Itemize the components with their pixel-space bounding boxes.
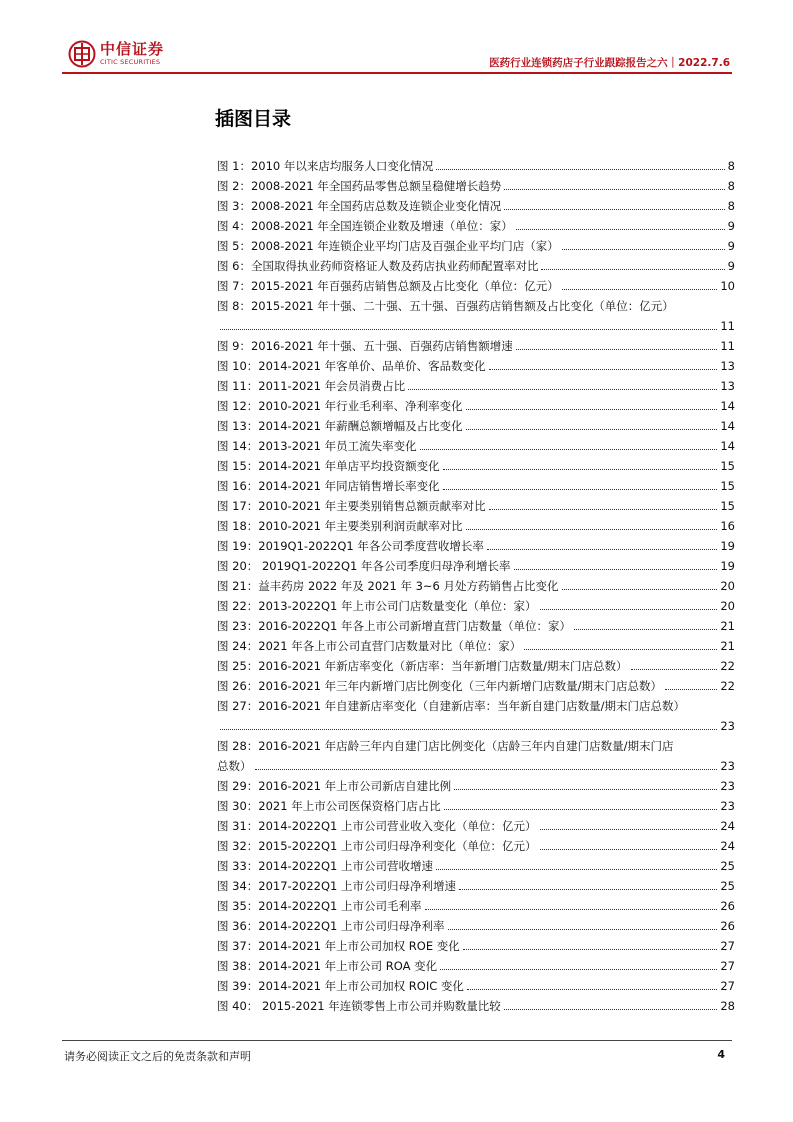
toc-leader-dots: [540, 609, 718, 610]
toc-entry-label: 图 8：2015-2021 年十强、二十强、五十强、百强药店销售额及占比变化（单位：亿元）: [217, 299, 674, 313]
toc-entry-label: 图 15：2014-2021 年单店平均投资额变化: [217, 459, 440, 473]
toc-entry-page: 11: [720, 339, 735, 353]
toc-entry-page: 11: [720, 319, 735, 333]
toc-entry-page: 26: [720, 919, 735, 933]
toc-leader-dots: [562, 289, 718, 290]
toc-leader-dots: [443, 469, 718, 470]
toc-entry-label: 图 4：2008-2021 年全国连锁企业数及增速（单位：家）: [217, 219, 513, 233]
toc-entry-page: 24: [720, 819, 735, 833]
toc-leader-dots: [489, 369, 718, 370]
toc-entry-page: 13: [720, 359, 735, 373]
toc-entry-label: 图 32：2015-2022Q1 上市公司归母净利变化（单位：亿元）: [217, 839, 537, 853]
toc-entry[interactable]: [217, 416, 735, 436]
toc-entry[interactable]: [217, 476, 735, 496]
toc-entry-page: 23: [720, 799, 735, 813]
toc-entry-page: 14: [720, 419, 735, 433]
toc-leader-dots: [443, 489, 718, 490]
toc-entry-page: 25: [720, 859, 735, 873]
toc-entry[interactable]: [217, 896, 735, 916]
toc-entry-label: 图 26：2016-2021 年三年内新增门店比例变化（三年内新增门店数量/期末门店总数）: [217, 679, 662, 693]
toc-entry-label: 图 7：2015-2021 年百强药店销售总额及占比变化（单位：亿元）: [217, 279, 559, 293]
toc-entry[interactable]: [217, 616, 735, 636]
toc-entry-label: 图 18：2010-2021 年主要类别利润贡献率对比: [217, 519, 463, 533]
toc-entry[interactable]: [217, 376, 735, 396]
toc-entry-label: 图 14：2013-2021 年员工流失率变化: [217, 439, 417, 453]
toc-entry[interactable]: [217, 636, 735, 656]
toc-entry[interactable]: [217, 276, 735, 296]
toc-entry-label: 图 17：2010-2021 年主要类别销售总额贡献率对比: [217, 499, 486, 513]
toc-leader-dots: [514, 569, 718, 570]
toc-entry[interactable]: [217, 656, 735, 676]
toc-leader-dots: [489, 509, 718, 510]
toc-entry-page: 20: [720, 579, 735, 593]
page-title: 插图目录: [215, 108, 292, 130]
toc-entry-label: 图 39：2014-2021 年上市公司加权 ROIC 变化: [217, 979, 464, 993]
toc-entry[interactable]: [217, 396, 735, 416]
toc-entry-label: 图 1：2010 年以来店均服务人口变化情况: [217, 159, 434, 173]
toc-entry-label: 图 30：2021 年上市公司医保资格门店占比: [217, 799, 441, 813]
toc-entry-page: 20: [720, 599, 735, 613]
toc-entry[interactable]: [217, 216, 735, 236]
toc-entry[interactable]: [217, 996, 735, 1016]
toc-entry[interactable]: [217, 496, 735, 516]
toc-entry[interactable]: [217, 936, 735, 956]
toc-entry-page: 27: [720, 959, 735, 973]
logo-en-text: CITIC SECURITIES: [100, 58, 161, 67]
toc-entry-page: 8: [727, 179, 735, 193]
toc-leader-dots: [665, 689, 717, 690]
toc-entry-label: 图 10：2014-2021 年客单价、品单价、客品数变化: [217, 359, 486, 373]
toc-entry-label: 图 40： 2015-2021 年连锁零售上市公司并购数量比较: [217, 999, 501, 1013]
toc-entry-page: 21: [720, 639, 735, 653]
toc-entry-label: 图 2：2008-2021 年全国药品零售总额呈稳健增长趋势: [217, 179, 502, 193]
toc-entry[interactable]: [217, 356, 735, 376]
toc-leader-dots: [540, 849, 718, 850]
toc-leader-dots: [463, 949, 718, 950]
toc-leader-dots: [562, 249, 725, 250]
toc-entry[interactable]: [217, 336, 735, 356]
toc-entry-label: 图 11：2011-2021 年会员消费占比: [217, 379, 406, 393]
toc-entry-page: 8: [727, 159, 735, 173]
toc-leader-dots: [436, 169, 724, 170]
toc-leader-dots: [562, 589, 718, 590]
toc-leader-dots: [220, 729, 717, 730]
toc-entry-page: 21: [720, 619, 735, 633]
toc-entry-page: 26: [720, 899, 735, 913]
toc-leader-dots: [541, 269, 724, 270]
toc-entry-page: 19: [720, 559, 735, 573]
toc-leader-dots: [504, 209, 724, 210]
toc-entry[interactable]: [217, 856, 735, 876]
toc-entry[interactable]: [217, 156, 735, 176]
toc-entry[interactable]: [217, 976, 735, 996]
toc-leader-dots: [487, 549, 717, 550]
toc-entry[interactable]: [217, 196, 735, 216]
toc-leader-dots: [540, 829, 718, 830]
toc-entry-label: 图 33：2014-2022Q1 上市公司营收增速: [217, 859, 433, 873]
toc-entry[interactable]: [217, 236, 735, 256]
toc-leader-dots: [504, 189, 724, 190]
toc-entry-page: 15: [720, 499, 735, 513]
toc-entry-page: 9: [727, 239, 735, 253]
toc-entry-label: 图 28：2016-2021 年店龄三年内自建门店比例变化（店龄三年内自建门店数量/期末门店: [217, 739, 674, 753]
toc-entry[interactable]: [217, 696, 735, 736]
toc-entry-label: 图 6：全国取得执业药师资格证人数及药店执业药师配置率对比: [217, 259, 539, 273]
toc-entry[interactable]: [217, 816, 735, 836]
toc-leader-dots: [466, 409, 718, 410]
toc-entry-label: 图 27：2016-2021 年自建新店率变化（自建新店率：当年新自建门店数量/期末门店总数）: [217, 699, 685, 713]
logo-cn-text: 中信证券: [100, 40, 165, 59]
toc-entry-page: 14: [720, 439, 735, 453]
toc-leader-dots: [516, 229, 725, 230]
toc-leader-dots: [467, 989, 717, 990]
toc-entry-page: 13: [720, 379, 735, 393]
toc-entry-label: 图 24：2021 年各上市公司直营门店数量对比（单位：家）: [217, 639, 522, 653]
toc-leader-dots: [420, 449, 718, 450]
toc-entry-page: 23: [720, 719, 735, 733]
toc-entry-label: 图 25：2016-2021 年新店率变化（新店率：当年新增门店数量/期末门店总数）: [217, 659, 628, 673]
toc-entry-label: 图 20： 2019Q1-2022Q1 年各公司季度归母净利增长率: [217, 559, 511, 573]
toc-entry[interactable]: [217, 456, 735, 476]
toc-entry-page: 25: [720, 879, 735, 893]
toc-leader-dots: [466, 529, 718, 530]
toc-entry[interactable]: [217, 516, 735, 536]
toc-entry-page: 22: [720, 679, 735, 693]
toc-leader-dots: [255, 769, 718, 770]
toc-entry-page: 16: [720, 519, 735, 533]
toc-entry[interactable]: [217, 436, 735, 456]
toc-entry-label: 图 3：2008-2021 年全国药店总数及连锁企业变化情况: [217, 199, 502, 213]
citic-logo-icon: [68, 40, 96, 68]
toc-entry-label: 图 19：2019Q1-2022Q1 年各公司季度营收增长率: [217, 539, 484, 553]
toc-leader-dots: [440, 969, 717, 970]
toc-entry-label: 图 36：2014-2022Q1 上市公司归母净利率: [217, 919, 445, 933]
toc-leader-dots: [454, 789, 717, 790]
toc-entry-label: 图 12：2010-2021 年行业毛利率、净利率变化: [217, 399, 463, 413]
toc-entry-label: 图 9：2016-2021 年十强、五十强、百强药店销售额增速: [217, 339, 513, 353]
toc-entry-page: 24: [720, 839, 735, 853]
toc-entry-page: 8: [727, 199, 735, 213]
footer-disclaimer: 请务必阅读正文之后的免责条款和声明: [64, 1050, 251, 1063]
toc-entry[interactable]: [217, 916, 735, 936]
toc-entry-label: 图 22：2013-2022Q1 年上市公司门店数量变化（单位：家）: [217, 599, 537, 613]
toc-entry-page: 10: [720, 279, 735, 293]
toc-entry[interactable]: [217, 836, 735, 856]
toc-leader-dots: [436, 869, 717, 870]
toc-entry-page: 27: [720, 939, 735, 953]
toc-leader-dots: [631, 669, 718, 670]
toc-entry[interactable]: [217, 876, 735, 896]
toc-entry-label: 图 38：2014-2021 年上市公司 ROA 变化: [217, 959, 438, 973]
toc-entry-label-cont: 总数）: [217, 759, 252, 773]
figure-index-list: [217, 156, 735, 1016]
toc-entry[interactable]: [217, 256, 735, 276]
report-title: 医药行业连锁药店子行业跟踪报告之六｜2022.7.6: [489, 57, 730, 69]
toc-entry-page: 14: [720, 399, 735, 413]
toc-entry-page: 15: [720, 479, 735, 493]
toc-leader-dots: [466, 429, 718, 430]
toc-entry-page: 27: [720, 979, 735, 993]
toc-entry[interactable]: [217, 296, 735, 336]
toc-entry-label: 图 13：2014-2021 年薪酬总额增幅及占比变化: [217, 419, 463, 433]
toc-entry[interactable]: [217, 536, 735, 556]
footer-divider: [62, 1040, 732, 1041]
toc-leader-dots: [574, 629, 717, 630]
toc-entry[interactable]: [217, 676, 735, 696]
toc-entry[interactable]: [217, 556, 735, 576]
toc-entry[interactable]: [217, 596, 735, 616]
toc-leader-dots: [448, 929, 718, 930]
toc-entry-label: 图 16：2014-2021 年同店销售增长率变化: [217, 479, 440, 493]
toc-leader-dots: [459, 889, 717, 890]
toc-entry-page: 23: [720, 759, 735, 773]
toc-entry-label: 图 37：2014-2021 年上市公司加权 ROE 变化: [217, 939, 460, 953]
toc-entry-page: 19: [720, 539, 735, 553]
toc-leader-dots: [444, 809, 718, 810]
page-header: [62, 38, 732, 74]
toc-leader-dots: [524, 649, 717, 650]
toc-entry-page: 9: [727, 259, 735, 273]
toc-entry-label: 图 31：2014-2022Q1 上市公司营业收入变化（单位：亿元）: [217, 819, 537, 833]
toc-entry-page: 22: [720, 659, 735, 673]
toc-entry[interactable]: [217, 176, 735, 196]
toc-leader-dots: [408, 389, 717, 390]
toc-entry-page: 23: [720, 779, 735, 793]
toc-leader-dots: [220, 329, 717, 330]
toc-leader-dots: [425, 909, 718, 910]
toc-entry-page: 9: [727, 219, 735, 233]
toc-entry[interactable]: [217, 956, 735, 976]
toc-entry[interactable]: [217, 736, 735, 776]
toc-entry-label: 图 29：2016-2021 年上市公司新店自建比例: [217, 779, 452, 793]
toc-entry-page: 15: [720, 459, 735, 473]
toc-entry-label: 图 35：2014-2022Q1 上市公司毛利率: [217, 899, 422, 913]
toc-entry[interactable]: [217, 576, 735, 596]
toc-entry-label: 图 34：2017-2022Q1 上市公司归母净利增速: [217, 879, 456, 893]
toc-entry-label: 图 5：2008-2021 年连锁企业平均门店及百强企业平均门店（家）: [217, 239, 559, 253]
footer-page-number: 4: [717, 1048, 725, 1061]
citic-logo: [68, 40, 164, 68]
toc-leader-dots: [516, 349, 718, 350]
toc-entry-page: 28: [720, 999, 735, 1013]
header-divider: [62, 72, 732, 74]
toc-entry[interactable]: [217, 796, 735, 816]
toc-entry-label: 图 23：2016-2022Q1 年各上市公司新增直营门店数量（单位：家）: [217, 619, 571, 633]
toc-entry-label: 图 21：益丰药房 2022 年及 2021 年 3~6 月处方药销售占比变化: [217, 579, 559, 593]
toc-leader-dots: [504, 1009, 718, 1010]
toc-entry[interactable]: [217, 776, 735, 796]
